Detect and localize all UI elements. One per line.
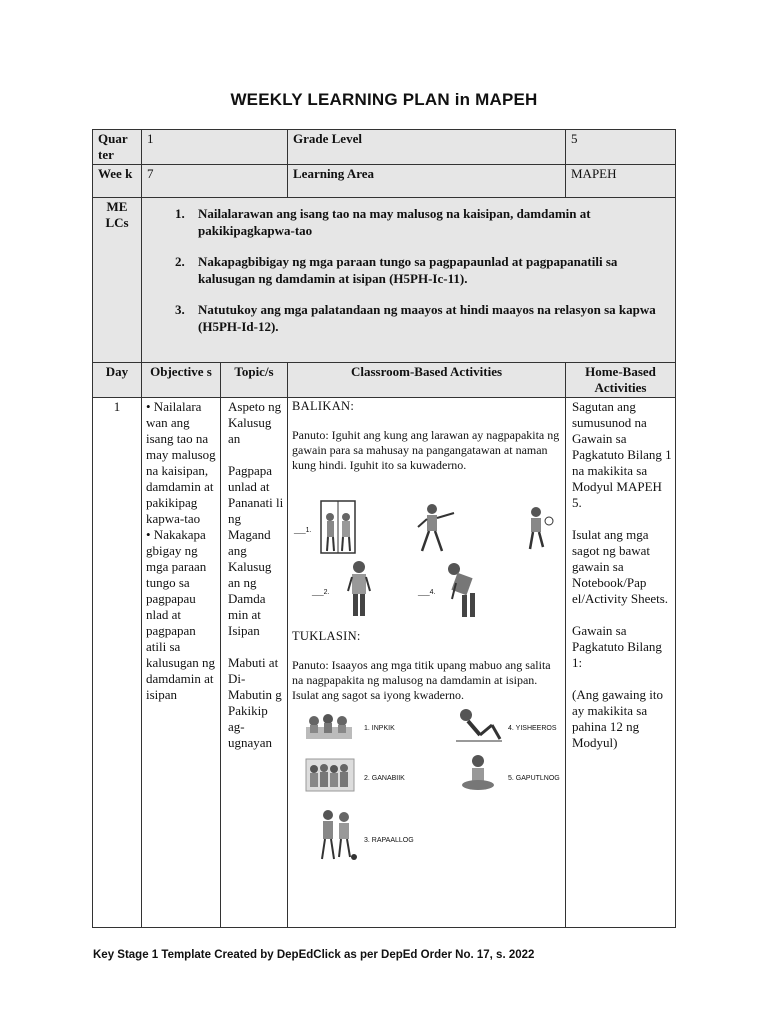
topic-3: Mabuti at Di-Mabutin g	[228, 655, 282, 702]
word-1: 1. INPKIK	[364, 725, 395, 732]
bending-child-picture	[442, 559, 482, 619]
balikan-pictures-row-2	[292, 559, 561, 625]
blank-4: ___4.	[418, 589, 436, 596]
day-header: Day	[93, 363, 142, 398]
picnic-picture	[304, 709, 354, 743]
play-picture	[314, 807, 358, 863]
topics-header: Topic/s	[221, 363, 288, 398]
learning-area-value: MAPEH	[566, 165, 676, 198]
column-header-row	[93, 363, 676, 398]
tuklasin-heading: TUKLASIN:	[292, 629, 361, 643]
tired-child-picture	[344, 559, 374, 619]
topic-4: Pakikip ag-ugnayan	[228, 703, 273, 750]
group-picture	[304, 757, 356, 793]
classroom-activities-cell	[288, 398, 566, 928]
home-activity-1: Sagutan ang sumusunod na Gawain sa Pagkatuto Bilang 1 na makikita sa Modyul MAPEH 5.	[572, 399, 672, 510]
melc-item: 3. Natutukoy ang mga palatandaan ng maayos at hindi maayos na relasyon sa kapwa (H5PH-Id-12).	[175, 302, 656, 334]
objective-2: • Nakakapa gbigay ng mga paraan tungo sa pagpapau nlad at pagpapan atili sa kalusugan ng damdamin at isipan	[146, 527, 215, 702]
melc-item: 2. Nakapagbibigay ng mga paraan tungo sa pagpapaunlad at pagpapanatili sa kalusugan ng damdamin at isipan (H5PH-Ic-11).	[175, 254, 618, 286]
footer: Key Stage 1 Template Created by DepEdClick as per DepEd Order No. 17, s. 2022	[93, 949, 535, 961]
page-title: WEEKLY LEARNING PLAN in MAPEH	[230, 90, 538, 109]
tuklasin-pictures	[292, 707, 561, 869]
exercise-picture	[412, 501, 458, 555]
week-value: 7	[142, 165, 288, 198]
word-5: 5. GAPUTLNOG	[508, 775, 560, 782]
quarter-value: 1	[142, 130, 288, 165]
balikan-pictures-row-1	[292, 493, 561, 559]
classroom-activities-header: Classroom-Based Activities	[288, 363, 566, 398]
week-row	[93, 165, 676, 198]
situp-picture	[452, 707, 504, 745]
melc-item: 1. Nailalarawan ang isang tao na may malusog na kaisipan, damdamin at pakikipagkapwa-tao	[175, 206, 591, 238]
home-activity-4: (Ang gawaing ito ay makikita sa pahina 12 ng Modyul)	[572, 687, 663, 750]
balikan-instructions: Panuto: Iguhit ang kung ang larawan ay nagpapakita ng gawain para sa mahusay na pangangatawan at naman kung hindi. Iguhit ito sa kuwaderno.	[292, 428, 560, 472]
home-activities-cell	[566, 398, 676, 928]
melcs-label: ME LCs	[93, 198, 142, 363]
day-1-row	[93, 398, 676, 928]
word-3: 3. RAPAALLOG	[364, 837, 414, 844]
home-activity-3: Gawain sa Pagkatuto Bilang 1:	[572, 623, 662, 670]
objectives-cell	[142, 398, 221, 928]
soccer-picture	[524, 505, 554, 553]
topic-2: Pagpapa unlad at Pananati li ng Magand ang Kalusug an ng Damda min at Isipan	[228, 463, 284, 638]
balikan-heading: BALIKAN:	[292, 399, 355, 413]
blank-1: ___1.	[294, 527, 312, 534]
week-label: Wee k	[93, 165, 142, 198]
learning-plan-table	[92, 129, 676, 928]
topics-cell	[221, 398, 288, 928]
quarter-label: Quar ter	[93, 130, 142, 165]
door-picture	[318, 499, 358, 555]
learning-area-label: Learning Area	[288, 165, 566, 198]
objectives-header: Objective s	[142, 363, 221, 398]
melcs-row	[93, 198, 676, 363]
word-2: 2. GANABIIK	[364, 775, 405, 782]
melcs-list	[147, 199, 670, 345]
melcs-cell	[142, 198, 676, 363]
home-activities-header: Home-Based Activities	[566, 363, 676, 398]
word-4: 4. YISHEEROS	[508, 725, 557, 732]
objective-1: • Nailalara wan ang isang tao na may malusog na kaisipan, damdamin at pakikipag kapwa-tao	[146, 399, 216, 526]
tuklasin-instructions: Panuto: Isaayos ang mga titik upang mabuo ang salita na nagpapakita ng malusog na damdamin at isipan. Isulat ang sagot sa iyong kwaderno.	[292, 658, 551, 702]
grade-level-label: Grade Level	[288, 130, 566, 165]
meditate-picture	[460, 753, 496, 793]
home-activity-2: Isulat ang mga sagot ng bawat gawain sa Notebook/Pap el/Activity Sheets.	[572, 527, 669, 606]
grade-level-value: 5	[566, 130, 676, 165]
topic-1: Aspeto ng Kalusug an	[228, 399, 282, 446]
blank-2: ___2.	[312, 589, 330, 596]
day-value: 1	[93, 398, 142, 928]
quarter-row	[93, 130, 676, 165]
